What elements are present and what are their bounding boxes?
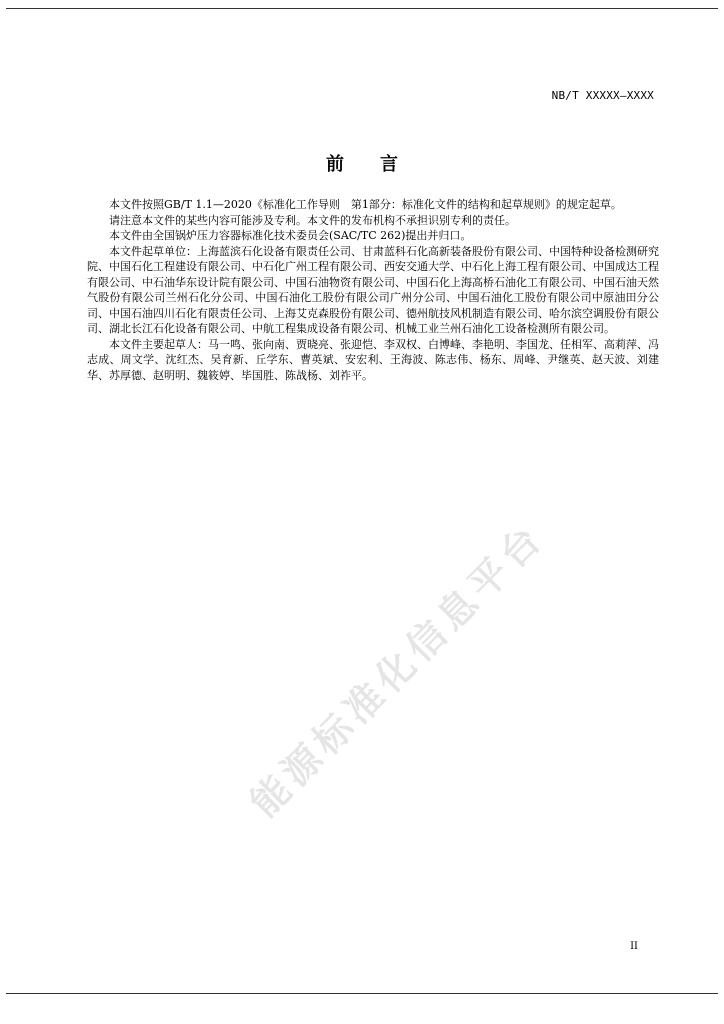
page-number: II [630, 941, 638, 952]
paragraph-committee: 本文件由全国锅炉压力容器标准化技术委员会(SAC/TC 262)提出并归口。 [109, 229, 472, 242]
page-title: 前言 [326, 154, 434, 175]
paragraph-patent-notice: 请注意本文件的某些内容可能涉及专利。本文件的发布机构不承担识别专利的责任。 [109, 213, 516, 227]
paragraph-drafting-units: 本文件起草单位：上海蓝滨石化设备有限责任公司、甘肃蓝科石化高新装备股份有限公司、中国特种设备检测研究院、中国石化工程建设有限公司、中石化广州工程有限公司、西安交通大学、中石化上海工程有限公司、中国成达工程有限公司、中石油华东设计院有限公司、中国石油物资有限公司、中国石化上海高桥石油化工有限公司、中国石油天然气股份有限公司兰州石化分公司、中国石油化工股份有限公司广州分公司、中国石油化工股份有限公司中原油田分公司、中国石油四川石化有限责任公司、上海艾克森股份有限公司、德州航技风机制造有限公司、哈尔滨空调股份有限公司、湖北长江石化设备有限公司、中航工程集成设备有限公司、机械工业兰州石油化工设备检测所有限公司。 [87, 244, 659, 335]
paragraph-drafting-rules: 本文件按照GB/T 1.1—2020《标准化工作导则 第1部分：标准化文件的结构和起草规则》的规定起草。 [109, 198, 622, 211]
watermark-text: 能源标准化信息平台 [241, 514, 554, 826]
foreword-body [87, 197, 659, 383]
top-divider [6, 8, 718, 9]
paragraph-drafters: 本文件主要起草人：马一鸣、张向南、贾晓亮、张迎恺、李双权、白博峰、李艳明、李国龙、任相军、高莉萍、冯志成、周文学、沈红杰、吴育新、丘学东、曹英斌、安宏利、王海波、陈志伟、杨东、周峰、尹继英、赵天波、刘建华、苏厚德、赵明明、魏筱婷、毕国胜、陈战杨、刘祚平。 [87, 337, 659, 382]
bottom-divider [6, 993, 718, 994]
standard-number: NB/T XXXXX—XXXX [551, 89, 654, 102]
